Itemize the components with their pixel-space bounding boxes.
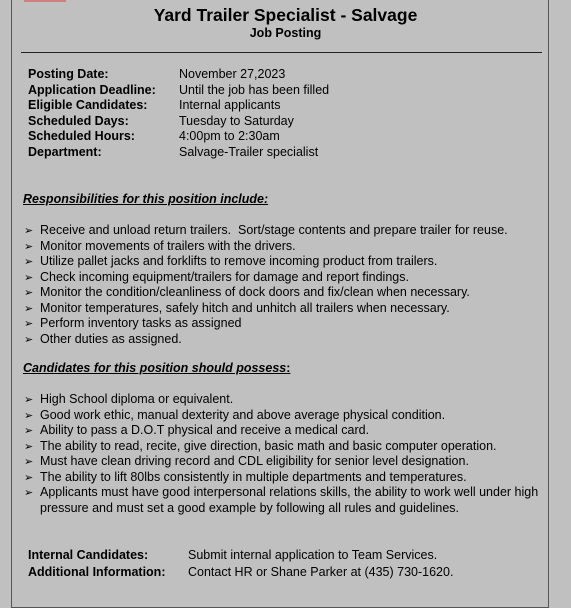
arrow-bullet-icon: ➢ bbox=[24, 470, 34, 484]
info-label: Scheduled Hours: bbox=[28, 129, 135, 143]
arrow-bullet-icon: ➢ bbox=[24, 455, 34, 468]
info-value: Salvage-Trailer specialist bbox=[179, 144, 319, 159]
arrow-bullet-icon: ➢ bbox=[24, 439, 34, 453]
info-value: Internal applicants bbox=[179, 98, 281, 112]
arrow-bullet-icon: ➢ bbox=[24, 286, 34, 299]
qualifications-heading: Candidates for this position should possess: bbox=[23, 361, 291, 375]
list-item: ➢ High School diploma or equivalent. bbox=[24, 392, 234, 406]
list-item: ➢ Receive and unload return trailers. Sort/stage contents and prepare trailer for reuse. bbox=[24, 223, 508, 237]
info-label: Posting Date: bbox=[28, 67, 109, 81]
list-item: ➢ Must have clean driving record and CDL eligibility for senior level designation. bbox=[24, 454, 469, 468]
arrow-bullet-icon: ➢ bbox=[24, 239, 34, 253]
list-item: ➢ Utilize pallet jacks and forklifts to remove incoming product from trailers. bbox=[24, 254, 438, 268]
info-value: Tuesday to Saturday bbox=[179, 113, 294, 128]
arrow-bullet-icon: ➢ bbox=[24, 408, 34, 422]
arrow-bullet-icon: ➢ bbox=[24, 301, 34, 315]
info-label: Eligible Candidates: bbox=[28, 98, 148, 112]
arrow-bullet-icon: ➢ bbox=[24, 393, 34, 406]
contact-label: Additional Information: bbox=[28, 564, 166, 579]
info-value: November 27,2023 bbox=[179, 67, 286, 81]
header-divider bbox=[21, 52, 542, 53]
info-label: Scheduled Days: bbox=[28, 113, 129, 128]
list-item: ➢ Good work ethic, manual dexterity and above average physical condition. bbox=[24, 407, 446, 422]
job-posting-subtitle: Job Posting bbox=[249, 26, 322, 40]
list-item: ➢ Monitor the condition/cleanliness of dock doors and fix/clean when necessary. bbox=[24, 285, 470, 299]
list-item: ➢ Monitor movements of trailers with the drivers. bbox=[24, 238, 296, 253]
arrow-bullet-icon: ➢ bbox=[24, 424, 34, 437]
info-label: Application Deadline: bbox=[28, 82, 156, 97]
arrow-bullet-icon: ➢ bbox=[24, 270, 34, 284]
arrow-bullet-icon: ➢ bbox=[24, 224, 34, 237]
contact-value: Contact HR or Shane Parker at (435) 730-1620. bbox=[188, 564, 454, 579]
responsibilities-list bbox=[23, 223, 553, 347]
list-item: ➢ Ability to pass a D.O.T physical and receive a medical card. bbox=[24, 423, 370, 437]
arrow-bullet-icon: ➢ bbox=[24, 486, 34, 499]
list-item: ➢ Applicants must have good interpersonal relations skills, the ability to work well under high pressure and must set a good example by following all rules and guidelines. bbox=[24, 485, 542, 515]
contact-label: Internal Candidates: bbox=[28, 548, 149, 562]
list-item: ➢ Monitor temperatures, safely hitch and unhitch all trailers when necessary. bbox=[24, 300, 450, 315]
info-value: 4:00pm to 2:30am bbox=[179, 129, 280, 143]
contact-value: Submit internal application to Team Services. bbox=[188, 548, 438, 562]
arrow-bullet-icon: ➢ bbox=[24, 255, 34, 268]
arrow-bullet-icon: ➢ bbox=[24, 332, 34, 346]
list-item: ➢ The ability to read, recite, give direction, basic math and basic computer operation. bbox=[24, 438, 497, 453]
list-item: ➢ Other duties as assigned. bbox=[24, 331, 182, 346]
list-item: ➢ Check incoming equipment/trailers for damage and report findings. bbox=[24, 269, 409, 284]
arrow-bullet-icon: ➢ bbox=[24, 317, 34, 330]
qualifications-list bbox=[23, 392, 553, 516]
info-value: Until the job has been filled bbox=[179, 82, 330, 97]
info-label: Department: bbox=[28, 144, 102, 159]
list-item: ➢ Perform inventory tasks as assigned bbox=[24, 316, 242, 330]
job-title: Yard Trailer Specialist - Salvage bbox=[153, 5, 418, 25]
list-item: ➢ The ability to lift 80lbs consistently in multiple departments and temperatures. bbox=[24, 469, 467, 484]
responsibilities-heading: Responsibilities for this position include: bbox=[23, 192, 269, 206]
